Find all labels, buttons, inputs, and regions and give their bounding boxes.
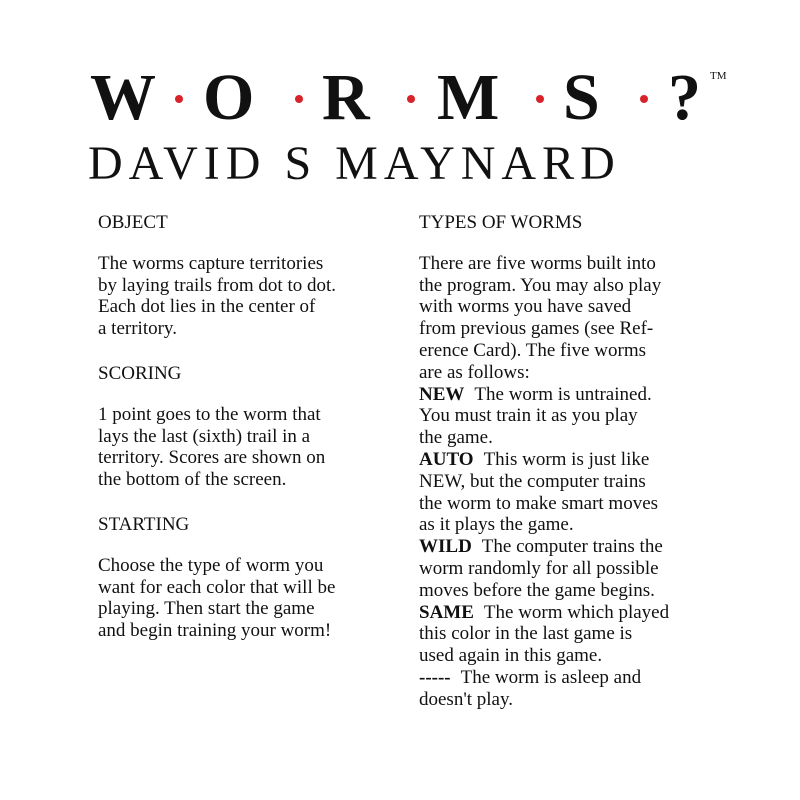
text-line: lays the last (sixth) trail in a: [98, 425, 311, 447]
worm-type-line: [419, 536, 729, 558]
left-column: [98, 212, 398, 665]
starting-paragraph: [98, 555, 398, 642]
text-line: the program. You may also play: [419, 274, 662, 296]
text-line: playing. Then start the game: [98, 598, 315, 620]
worm-type-none: [419, 667, 729, 711]
worm-type-keyword: -----: [419, 666, 451, 688]
types-intro: [419, 253, 729, 384]
text-line: a territory.: [98, 318, 177, 340]
text-line: as it plays the game.: [419, 514, 574, 536]
text-line: worm randomly for all possible: [419, 557, 659, 579]
title-dot: [536, 95, 544, 103]
title-letter-question: ?: [668, 61, 701, 134]
title-letter-s: S: [563, 61, 600, 134]
text-line: the worm to make smart moves: [419, 492, 659, 514]
worm-type-keyword: NEW: [419, 383, 465, 405]
trademark-symbol: TM: [710, 70, 727, 82]
title-dot: [175, 95, 183, 103]
scoring-heading: SCORING: [98, 362, 182, 384]
title-dot: [295, 95, 303, 103]
title-letter-o: O: [203, 61, 255, 134]
text-line: by laying trails from dot to dot.: [98, 274, 337, 296]
worm-type-text: The computer trains the: [481, 536, 663, 558]
text-line: with worms you have saved: [419, 296, 632, 318]
worm-type-wild: [419, 536, 729, 601]
text-line: You must train it as you play: [419, 405, 638, 427]
worm-type-line: [419, 602, 729, 624]
text-line: and begin training your worm!: [98, 620, 332, 642]
text-line: want for each color that will be: [98, 576, 336, 598]
author-name: DAVID S MAYNARD: [88, 137, 621, 190]
text-line: Each dot lies in the center of: [98, 296, 316, 318]
text-line: doesn't play.: [419, 688, 514, 710]
title-dot: [640, 95, 648, 103]
text-line: NEW, but the computer trains: [419, 470, 646, 492]
text-line: moves before the game begins.: [419, 579, 655, 601]
title-letter-r: R: [322, 61, 370, 134]
worm-type-auto: [419, 449, 729, 536]
worm-type-line: [419, 384, 729, 406]
worm-type-text: The worm is asleep and: [460, 666, 642, 688]
worm-type-keyword: WILD: [419, 536, 472, 558]
worm-type-text: The worm which played: [483, 601, 670, 623]
text-line: erence Card). The five worms: [419, 339, 647, 361]
worm-type-text: The worm is untrained.: [474, 383, 652, 405]
types-heading: TYPES OF WORMS: [419, 212, 583, 233]
text-line: The worms capture territories: [98, 252, 324, 274]
text-line: the bottom of the screen.: [98, 469, 287, 491]
title-dot: [407, 95, 415, 103]
text-line: Choose the type of worm you: [98, 554, 324, 576]
right-column: [419, 212, 729, 711]
worm-type-keyword: SAME: [419, 601, 474, 623]
text-line: this color in the last game is: [419, 623, 633, 645]
text-line: the game.: [419, 427, 493, 449]
title-letter-w: W: [90, 61, 156, 134]
worm-type-same: [419, 602, 729, 667]
worm-type-line: [419, 667, 729, 689]
object-paragraph: [98, 253, 398, 340]
worm-type-line: [419, 449, 729, 471]
title-letter-m: M: [437, 61, 500, 134]
text-line: territory. Scores are shown on: [98, 447, 326, 469]
text-line: 1 point goes to the worm that: [98, 403, 321, 425]
text-line: from previous games (see Ref-: [419, 318, 654, 340]
object-heading: OBJECT: [98, 212, 168, 233]
text-line: There are five worms built into: [419, 252, 656, 274]
text-line: are as follows:: [419, 361, 530, 383]
game-title: [0, 58, 800, 138]
worm-type-text: This worm is just like: [483, 448, 650, 470]
worm-type-new: [419, 384, 729, 449]
scoring-paragraph: [98, 404, 398, 491]
starting-heading: STARTING: [98, 513, 190, 535]
worm-type-keyword: AUTO: [419, 448, 474, 470]
text-line: used again in this game.: [419, 645, 603, 667]
